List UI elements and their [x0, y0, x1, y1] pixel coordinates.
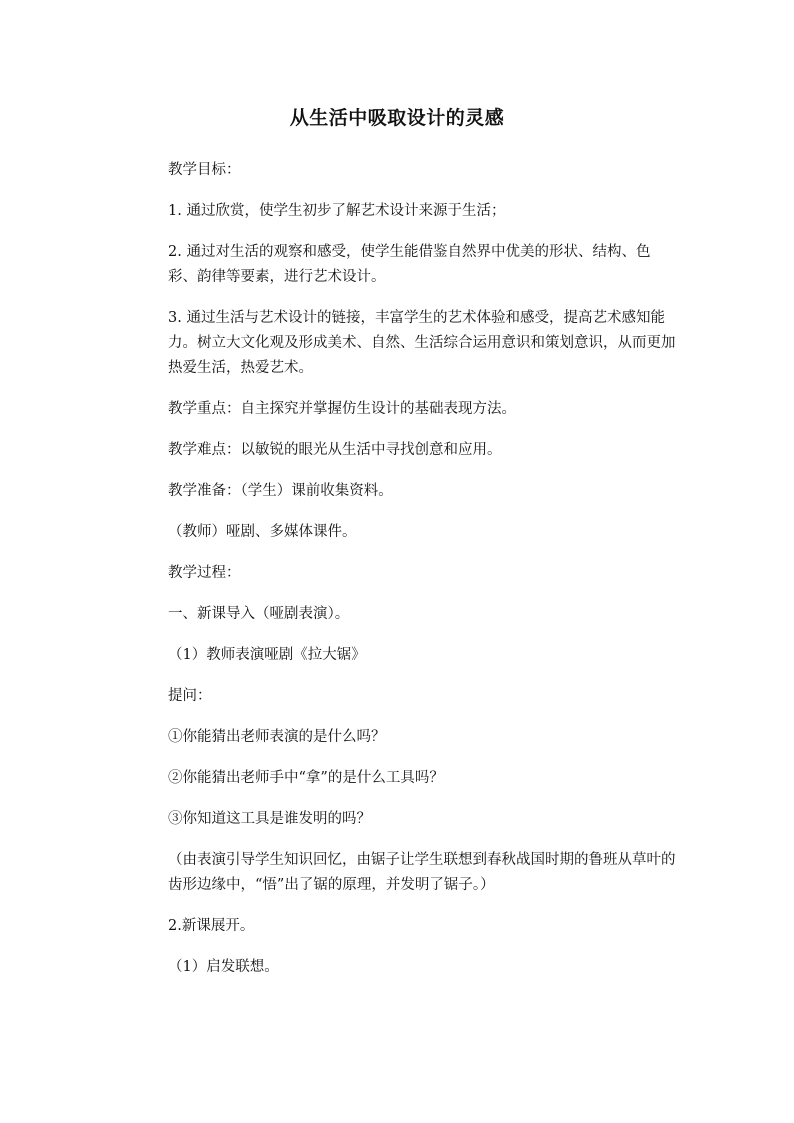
document-body — [168, 158, 678, 996]
paragraph-mime-performance: （1）教师表演哑剧《拉大锯》 — [168, 647, 366, 663]
paragraph-objectives-heading: 教学目标： — [168, 162, 241, 178]
paragraph-question-3: ③你知道这工具是谁发明的吗？ — [168, 811, 371, 827]
paragraph-inspiration: （1）启发联想。 — [168, 959, 279, 975]
paragraph-preparation-students: 教学准备：（学生）课前收集资料。 — [168, 483, 393, 499]
paragraph-questions-heading: 提问： — [168, 688, 212, 704]
document-title: 从生活中吸取设计的灵感 — [289, 107, 505, 129]
paragraph-question-1: ①你能猜出老师表演的是什么吗？ — [168, 729, 386, 745]
paragraph-process-heading: 教学过程： — [168, 565, 241, 581]
paragraph-question-2: ②你能猜出老师手中“拿”的是什么工具吗？ — [168, 770, 444, 786]
paragraph-preparation-teacher: （教师）哑剧、多媒体课件。 — [168, 524, 357, 540]
paragraph-difficulty: 教学难点：以敏锐的眼光从生活中寻找创意和应用。 — [168, 442, 502, 458]
paragraph-key-point: 教学重点：自主探究并掌握仿生设计的基础表现方法。 — [168, 401, 516, 417]
paragraph-objective-3: 3. 通过生活与艺术设计的链接，丰富学生的艺术体验和感受，提高艺术感知能力。树立大文化观及形成美术、自然、生活综合运用意识和策划意识，从而更加热爱生活，热爱艺术。 — [168, 310, 676, 376]
paragraph-objective-2: 2. 通过对生活的观察和感受，使学生能借鉴自然界中优美的形状、结构、色彩、韵律等要素，进行艺术设计。 — [168, 244, 651, 285]
paragraph-section-intro: 一、新课导入（哑剧表演）。 — [168, 606, 350, 622]
paragraph-section-expand: 2.新课展开。 — [168, 918, 255, 934]
paragraph-explanation: （由表演引导学生知识回忆，由锯子让学生联想到春秋战国时期的鲁班从草叶的齿形边缘中，“悟”出了锯的原理，并发明了锯子。） — [168, 852, 676, 893]
paragraph-objective-1: 1. 通过欣赏，使学生初步了解艺术设计来源于生活； — [168, 203, 506, 219]
